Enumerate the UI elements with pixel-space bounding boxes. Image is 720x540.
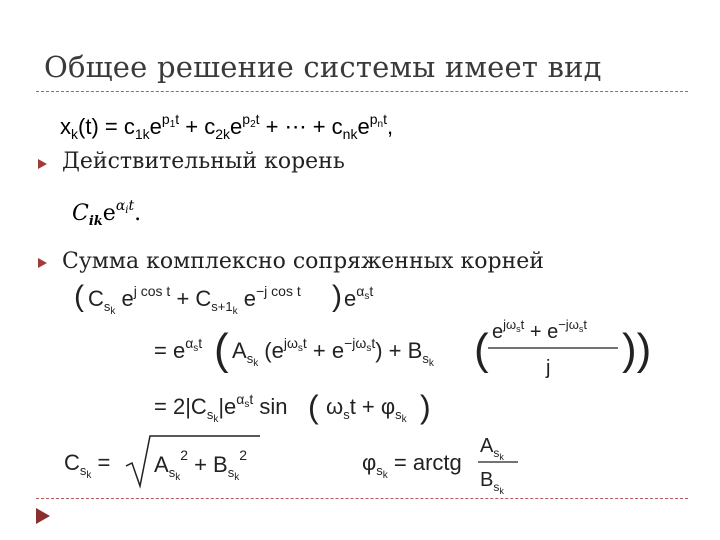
svg-text:= 2|Csk|eαst sin: = $2|C_sk|e^\alpha st$ sin: [154, 391, 288, 425]
svg-text:= eαst: = $e^\alpha st$: [154, 335, 203, 363]
amplitude-formula: [64, 430, 274, 495]
slide-title: Общее решение системы имеет вид: [44, 50, 602, 84]
svg-text:(: (: [74, 280, 84, 313]
svg-text:Ask2 + Bsk2: $A_sk^2 + B_sk^2$: [154, 447, 248, 483]
svg-text:Ask (ejωst + e−jωst) + Bsk: $A_sk$ $(e^{j\omega}st + e^{-j\omega}st) + B_sk$: [232, 335, 434, 369]
complex-roots-derivation: [74, 278, 674, 433]
svg-text:j: j: [546, 357, 551, 379]
bullet-real-root: Действительный корень: [62, 149, 345, 174]
svg-text:(: (: [214, 325, 229, 374]
svg-text:Csk =: $C_sk$ =: [64, 450, 111, 481]
triangle-right-icon: [36, 157, 50, 171]
svg-text:eαst: $e^\alpha st$: [344, 283, 374, 311]
title-divider: [36, 91, 688, 92]
svg-text:ejωst + e−jωst: $e^{j\omega}st + e^{-j\omega}st$: [492, 317, 587, 343]
svg-text:Ask: $A_sk$: [480, 435, 504, 462]
real-root-formula: [72, 194, 162, 233]
svg-text:(: (: [474, 325, 489, 374]
svg-text:ωst + φsk: $\omega_st + \varphi_sk$: [326, 394, 407, 425]
svg-text:Bsk: $B_sk$: [480, 469, 504, 496]
svg-text:): ): [420, 389, 431, 425]
general-solution-formula: [60, 108, 480, 147]
svg-text:): ): [332, 280, 342, 313]
svg-text:φsk = arctg: $\varphi_sk$ = arctg: [362, 450, 462, 481]
bullet-complex-roots: Сумма комплексно сопряженных корней: [62, 249, 544, 274]
svg-text:Cikeαit.: $C_{ik}e^\alpha it$.: [72, 198, 142, 228]
phase-formula: [362, 430, 542, 501]
svg-text:)): )): [622, 325, 652, 374]
triangle-right-icon: [36, 256, 50, 270]
svg-text:xk(t) = c1kep1t + c2kep2t + ⋯: $x_k(t) = c_{1k}e^p1t + c_{2k}e^p2t$ + ⋯ + $c_{nk}e^pnt$,: [60, 111, 394, 142]
svg-text:Csk ej cos t + Cs+1k e−j cos t: $C_sk$ $e^{j cos t} + C_{s+1}k$ $e^{-j cos t}$: [88, 283, 301, 317]
footer-divider: [36, 498, 688, 499]
svg-text:(: (: [308, 389, 319, 425]
corner-arrow-icon: [34, 506, 52, 526]
